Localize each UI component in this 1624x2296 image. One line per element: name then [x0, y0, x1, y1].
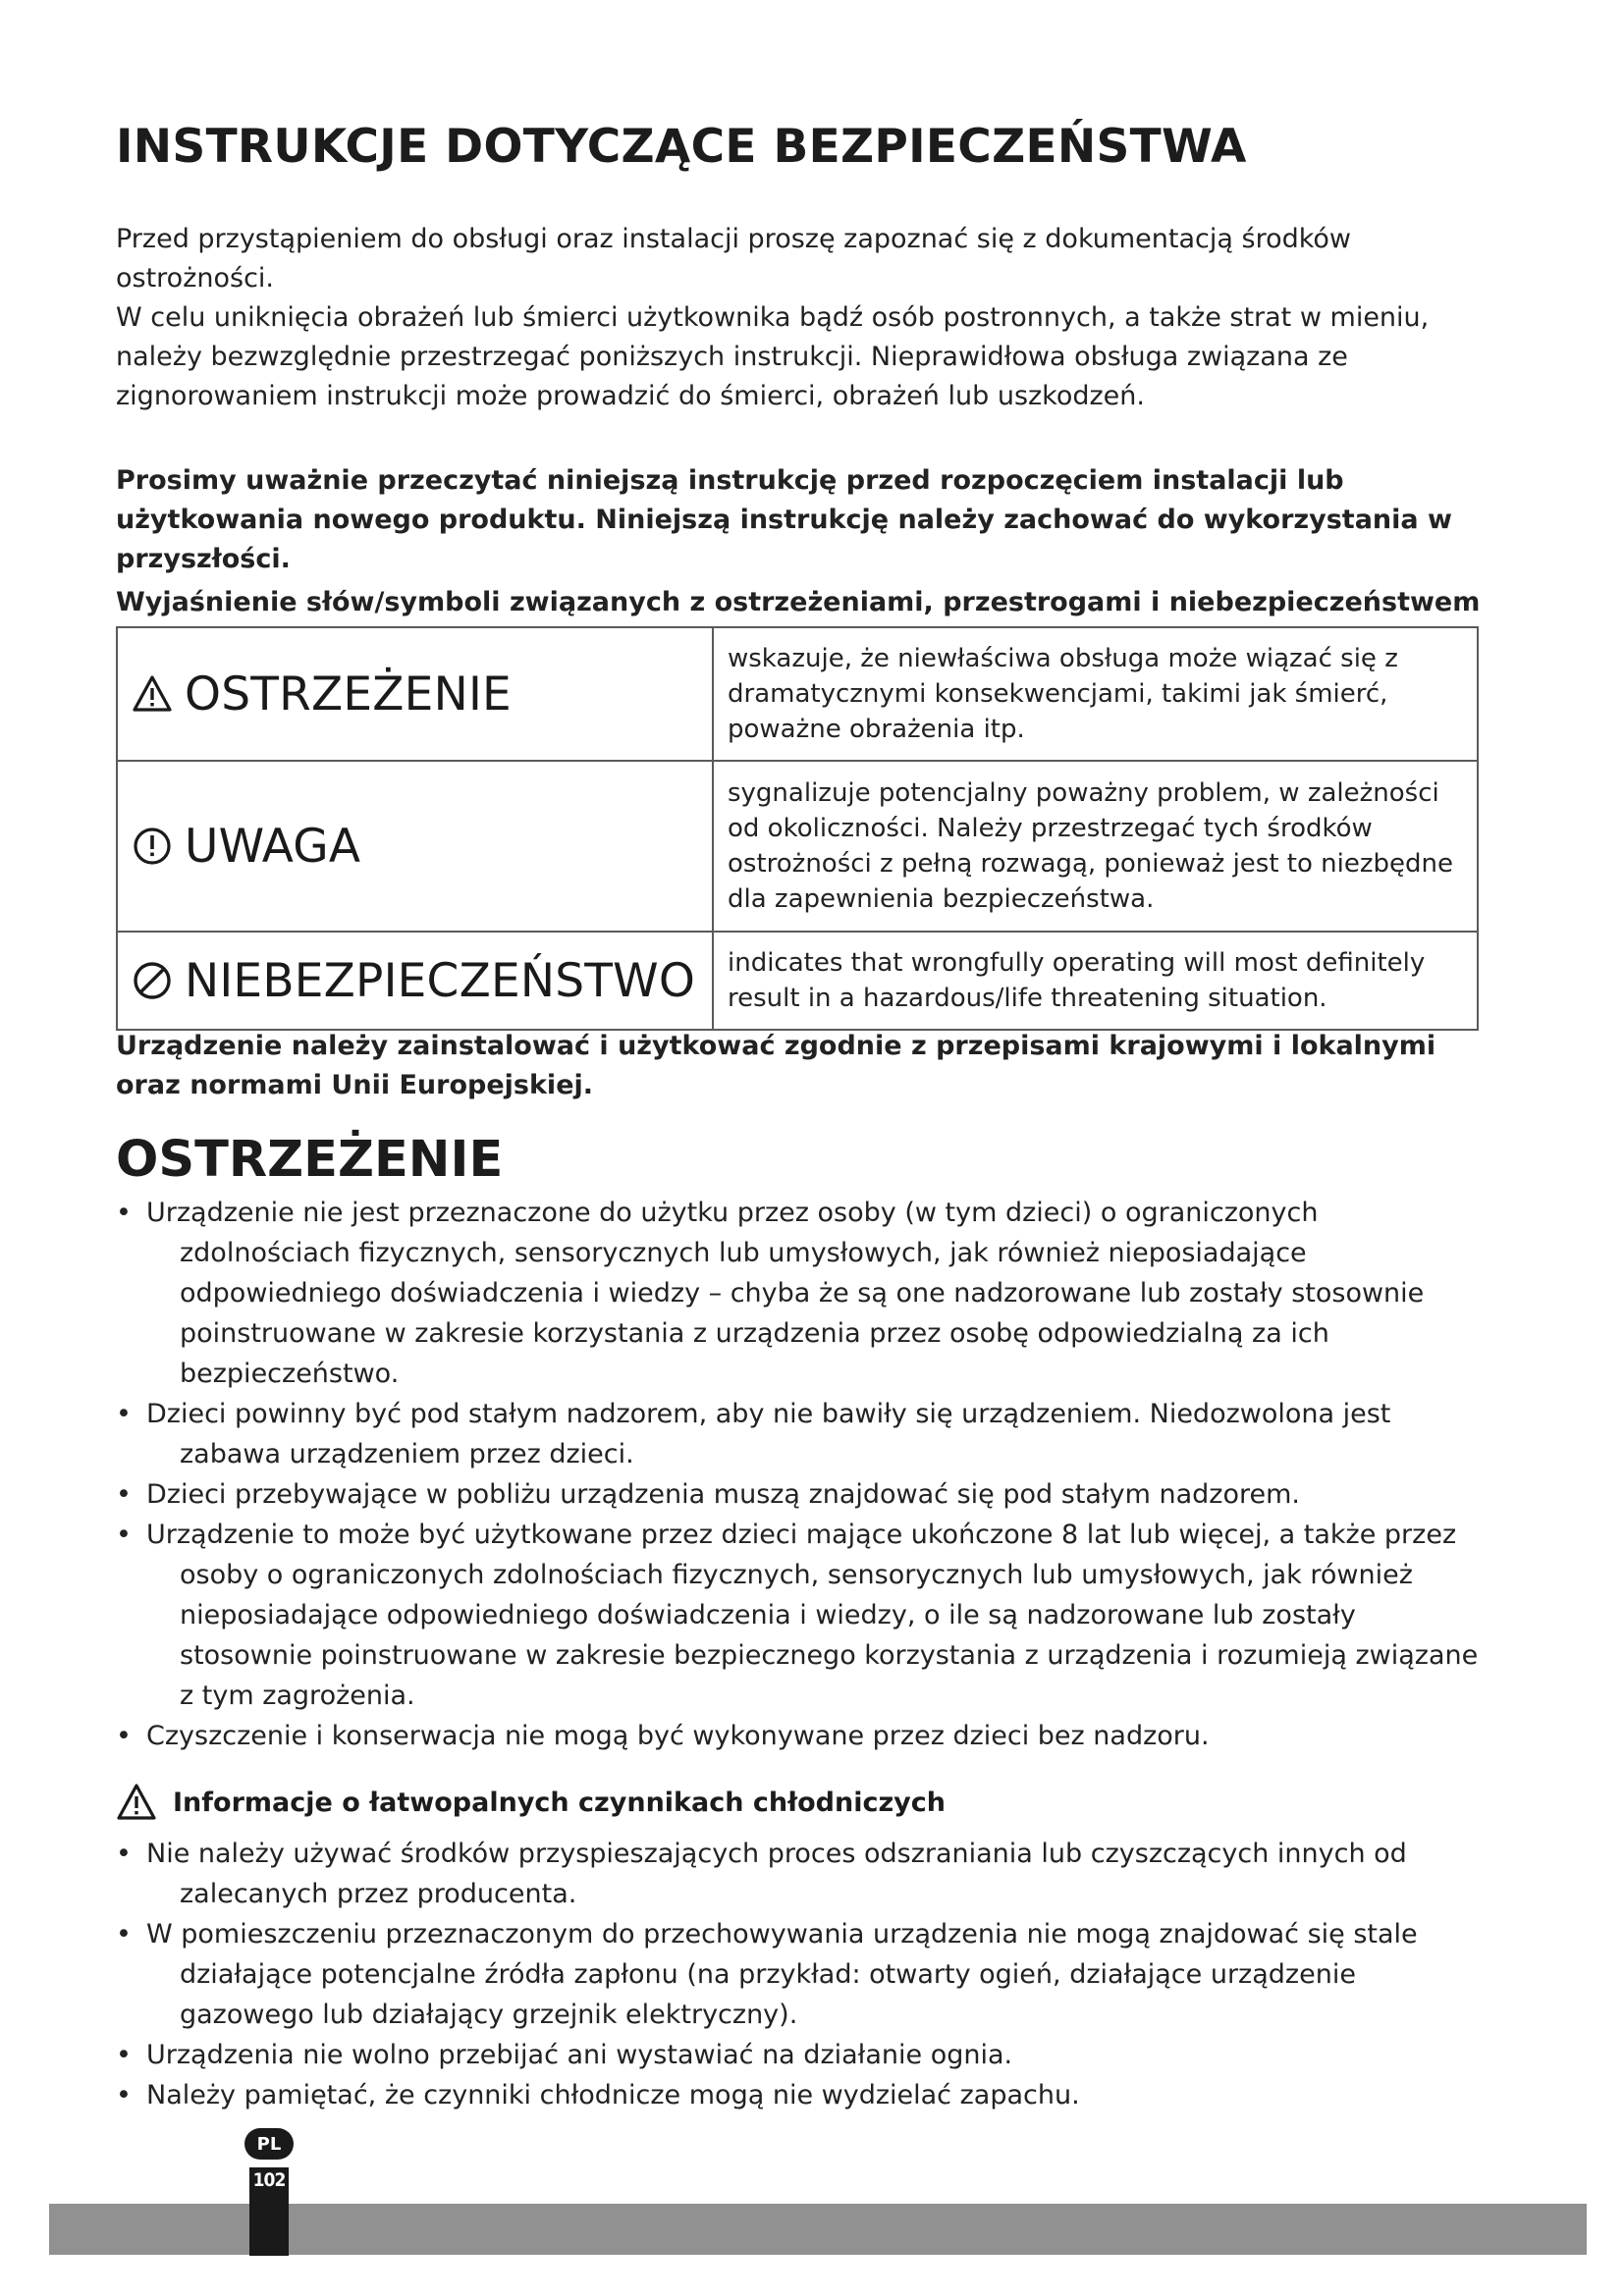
warning-description: wskazuje, że niewłaściwa obsługa może wiązać się z dramatycznymi konsekwencjami, takimi jak śmierć, poważne obrażenia itp. — [713, 627, 1478, 761]
installation-regulations-note: Urządzenie należy zainstalować i użytkować zgodnie z przepisami krajowymi i lokalnymi oraz normami Unii Europejskiej. — [116, 1031, 1436, 1100]
language-badge: PL — [244, 2128, 294, 2160]
warning-triangle-icon — [132, 673, 173, 715]
refrigerant-list — [116, 1834, 1490, 2115]
intro — [116, 220, 1490, 416]
list-item: • Urządzenie to może być użytkowane przez dzieci mające ukończone 8 lat lub więcej, a także przez osoby o ograniczonych zdolnościach fizycznych, sensorycznych lub umysłowych, jak również nieposiadające odpowiedniego doświadczenia i wiedzy, o ile są nadzorowane lub zostały stosownie poinstruowane w zakresie bezpiecznego korzystania z urządzenia i rozumieją związane z tym zagrożenia. — [116, 1515, 1490, 1716]
list-item: • Dzieci powinny być pod stałym nadzorem, aby nie bawiły się urządzeniem. Niedozwolona jest zabawa urządzeniem przez dzieci. — [116, 1394, 1490, 1474]
warning-section-title: OSTRZEŻENIE — [116, 1131, 504, 1189]
warning-label: OSTRZEŻENIE — [185, 667, 512, 721]
table-row-caution — [117, 761, 1478, 932]
caution-description: sygnalizuje potencjalny poważny problem, w zależności od okoliczności. Należy przestrzegać tych środków ostrożności z pełną rozwagą, ponieważ jest to niezbędne dla zapewnienia bezpieczeństwa. — [713, 761, 1478, 932]
read-instructions-note: Prosimy uważnie przeczytać niniejszą instrukcję przed rozpoczęciem instalacji lub użytkowania nowego produktu. Niniejszą instrukcję należy zachować do wykorzystania w przyszłości. — [116, 465, 1452, 574]
intro-line-2: W celu uniknięcia obrażeń lub śmierci użytkownika bądź osób postronnych, a także strat w mieniu, należy bezwzględnie przestrzegać poniższych instrukcji. Nieprawidłowa obsługa związana ze zignorowaniem instrukcji może prowadzić do śmierci, obrażeń lub uszkodzeń. — [116, 302, 1430, 411]
exclamation-circle-icon — [132, 826, 173, 867]
caution-label: UWAGA — [185, 819, 361, 874]
list-item: • Należy pamiętać, że czynniki chłodnicze mogą nie wydzielać zapachu. — [116, 2075, 1490, 2115]
intro-line-1: Przed przystąpieniem do obsługi oraz instalacji proszę zapoznać się z dokumentacją środków ostrożności. — [116, 224, 1352, 294]
list-item: • Dzieci przebywające w pobliżu urządzenia muszą znajdować się pod stałym nadzorem. — [116, 1474, 1490, 1515]
symbols-legend-heading: Wyjaśnienie słów/symboli związanych z ostrzeżeniami, przestrogami i niebezpieczeństwem — [116, 587, 1481, 617]
symbols-table — [116, 626, 1479, 1031]
list-item: • W pomieszczeniu przeznaczonym do przechowywania urządzenia nie mogą znajdować się stale działające potencjalne źródła zapłonu (na przykład: otwarty ogień, działające urządzenie gazowego lub działający grzejnik elektryczny). — [116, 1914, 1490, 2035]
list-item: • Czyszczenie i konserwacja nie mogą być wykonywane przez dzieci bez nadzoru. — [116, 1716, 1490, 1756]
table-row-warning — [117, 627, 1478, 761]
page-number: 102 — [252, 2169, 286, 2191]
prohibited-icon — [132, 960, 173, 1001]
warning-list — [116, 1193, 1490, 1756]
danger-description: indicates that wrongfully operating will most definitely result in a hazardous/life threatening situation. — [713, 932, 1478, 1030]
list-item: • Urządzenia nie wolno przebijać ani wystawiać na działanie ognia. — [116, 2035, 1490, 2075]
refrigerant-info-heading — [116, 1783, 946, 1822]
warning-triangle-icon — [116, 1783, 157, 1822]
list-item: • Urządzenie nie jest przeznaczone do użytku przez osoby (w tym dzieci) o ograniczonych zdolnościach fizycznych, sensorycznych lub umysłowych, jak również nieposiadające odpowiedniego doświadczenia i wiedzy – chyba że są one nadzorowane lub zostały stosownie poinstruowane w zakresie korzystania z urządzenia przez osobę odpowiedzialną za ich bezpieczeństwo. — [116, 1193, 1490, 1394]
refrigerant-info-title: Informacje o łatwopalnych czynnikach chłodniczych — [173, 1787, 947, 1818]
danger-label: NIEBEZPIECZEŃSTWO — [185, 953, 696, 1008]
table-row-danger — [117, 932, 1478, 1030]
page-title: INSTRUKCJE DOTYCZĄCE BEZPIECZEŃSTWA — [116, 120, 1247, 174]
list-item: • Nie należy używać środków przyspieszających proces odszraniania lub czyszczących innych od zalecanych przez producenta. — [116, 1834, 1490, 1914]
